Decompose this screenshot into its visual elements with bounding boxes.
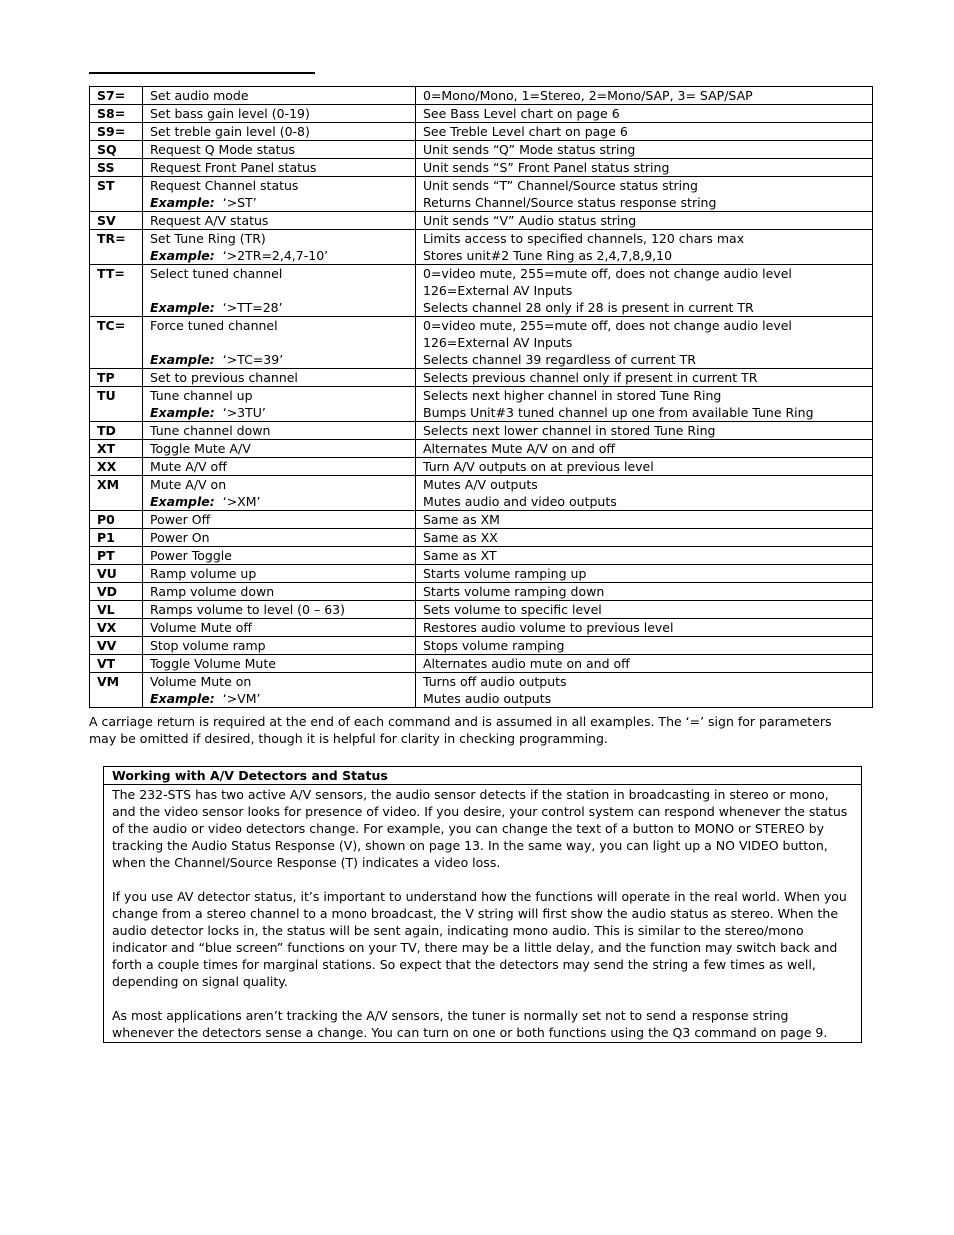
command-response: [416, 230, 873, 265]
response-line: Alternates audio mute on and off: [423, 656, 630, 671]
example-line: [150, 194, 408, 211]
command-description: [143, 230, 416, 265]
description-line: Volume Mute on: [150, 674, 252, 689]
response-line: Same as XT: [423, 548, 497, 563]
response-line: 0=video mute, 255=mute off, does not change audio level: [423, 318, 792, 333]
command-description: [143, 123, 416, 141]
description-line: Request Q Mode status: [150, 142, 296, 157]
description-line: Ramp volume down: [150, 584, 275, 599]
command-code: P1: [90, 529, 143, 547]
response-line: Alternates Mute A/V on and off: [423, 441, 616, 456]
command-code: TD: [90, 422, 143, 440]
response-line: 126=External AV Inputs: [423, 335, 573, 350]
command-code: VX: [90, 619, 143, 637]
av-detectors-paragraph: The 232-STS has two active A/V sensors, the audio sensor detects if the station in broadcasting in stereo or mono, and the video sensor looks for presence of video. If you desire, your control system can respond whenever the status of the audio or video detectors change. For example, you can change the text of a button to MONO or STEREO by tracking the Audio Status Response (V), shown on page 13. In the same way, you can light up a NO VIDEO button, when the Channel/Source Response (T) indicates a video loss.: [112, 787, 848, 870]
command-response: [416, 123, 873, 141]
command-row: [90, 583, 873, 601]
command-response: [416, 458, 873, 476]
command-description: [143, 265, 416, 317]
command-code: TT=: [90, 265, 143, 317]
response-line: Mutes audio and video outputs: [423, 494, 617, 509]
command-row: [90, 476, 873, 511]
description-line: Power Off: [150, 512, 211, 527]
command-response: [416, 422, 873, 440]
example-line: [150, 299, 408, 316]
example-value: ‘>2TR=2,4,7-10’: [222, 248, 329, 263]
command-row: [90, 440, 873, 458]
example-value: ‘>XM’: [222, 494, 261, 509]
command-response: [416, 265, 873, 317]
response-line: 126=External AV Inputs: [423, 283, 573, 298]
description-line: Request A/V status: [150, 213, 269, 228]
response-line: Same as XX: [423, 530, 498, 545]
response-line: 0=video mute, 255=mute off, does not change audio level: [423, 266, 792, 281]
av-detectors-body: [104, 785, 861, 1042]
command-code: VD: [90, 583, 143, 601]
command-description: [143, 87, 416, 105]
response-line: Selects channel 28 only if 28 is present in current TR: [423, 300, 754, 315]
command-description: [143, 369, 416, 387]
command-row: [90, 511, 873, 529]
description-line: Select tuned channel: [150, 266, 283, 281]
example-label: Example:: [150, 691, 215, 706]
command-response: [416, 369, 873, 387]
command-code: P0: [90, 511, 143, 529]
example-label: Example:: [150, 248, 215, 263]
command-description: [143, 601, 416, 619]
description-line: [150, 282, 408, 299]
response-line: Same as XM: [423, 512, 500, 527]
command-response: [416, 565, 873, 583]
command-response: [416, 212, 873, 230]
description-line: Request Channel status: [150, 178, 299, 193]
command-response: [416, 511, 873, 529]
command-description: [143, 387, 416, 422]
command-description: [143, 583, 416, 601]
example-value: ‘>ST’: [222, 195, 257, 210]
command-row: [90, 317, 873, 369]
response-line: Bumps Unit#3 tuned channel up one from available Tune Ring: [423, 405, 814, 420]
command-description: [143, 422, 416, 440]
response-line: Stores unit#2 Tune Ring as 2,4,7,8,9,10: [423, 248, 673, 263]
command-response: [416, 476, 873, 511]
example-line: [150, 493, 408, 510]
command-description: [143, 673, 416, 708]
command-description: [143, 159, 416, 177]
example-label: Example:: [150, 300, 215, 315]
command-code: SS: [90, 159, 143, 177]
response-line: Sets volume to specific level: [423, 602, 602, 617]
description-line: Set to previous channel: [150, 370, 298, 385]
example-label: Example:: [150, 405, 215, 420]
command-row: [90, 141, 873, 159]
description-line: [150, 334, 408, 351]
response-line: Selects next higher channel in stored Tune Ring: [423, 388, 722, 403]
description-line: Ramps volume to level (0 – 63): [150, 602, 345, 617]
command-code: XX: [90, 458, 143, 476]
command-row: [90, 265, 873, 317]
command-row: [90, 105, 873, 123]
command-response: [416, 655, 873, 673]
command-row: [90, 369, 873, 387]
description-line: Set audio mode: [150, 88, 249, 103]
command-code: PT: [90, 547, 143, 565]
command-description: [143, 619, 416, 637]
command-response: [416, 105, 873, 123]
command-code: SQ: [90, 141, 143, 159]
description-line: Toggle Mute A/V: [150, 441, 251, 456]
command-code: VL: [90, 601, 143, 619]
response-line: Mutes audio outputs: [423, 691, 552, 706]
command-row: [90, 655, 873, 673]
command-table: [89, 86, 873, 708]
command-row: [90, 529, 873, 547]
example-value: ‘>VM’: [222, 691, 261, 706]
command-description: [143, 177, 416, 212]
description-line: Tune channel down: [150, 423, 271, 438]
command-response: [416, 440, 873, 458]
description-line: Tune channel up: [150, 388, 253, 403]
command-description: [143, 511, 416, 529]
description-line: Toggle Volume Mute: [150, 656, 276, 671]
response-line: Starts volume ramping down: [423, 584, 605, 599]
response-line: Turn A/V outputs on at previous level: [423, 459, 654, 474]
command-row: [90, 673, 873, 708]
command-row: [90, 123, 873, 141]
response-line: Unit sends “Q” Mode status string: [423, 142, 636, 157]
response-line: See Bass Level chart on page 6: [423, 106, 620, 121]
description-line: Force tuned channel: [150, 318, 278, 333]
description-line: Set Tune Ring (TR): [150, 231, 266, 246]
command-description: [143, 212, 416, 230]
command-row: [90, 601, 873, 619]
command-response: [416, 601, 873, 619]
command-row: [90, 422, 873, 440]
command-row: [90, 547, 873, 565]
description-line: Stop volume ramp: [150, 638, 266, 653]
description-line: Power Toggle: [150, 548, 232, 563]
response-line: Stops volume ramping: [423, 638, 565, 653]
command-code: VV: [90, 637, 143, 655]
description-line: Ramp volume up: [150, 566, 257, 581]
response-line: Turns off audio outputs: [423, 674, 567, 689]
command-response: [416, 583, 873, 601]
command-response: [416, 159, 873, 177]
response-line: Returns Channel/Source status response string: [423, 195, 717, 210]
command-response: [416, 317, 873, 369]
command-code: XM: [90, 476, 143, 511]
command-row: [90, 387, 873, 422]
response-line: Unit sends “V” Audio status string: [423, 213, 637, 228]
command-code: VM: [90, 673, 143, 708]
command-row: [90, 619, 873, 637]
command-response: [416, 529, 873, 547]
command-description: [143, 565, 416, 583]
command-code: VU: [90, 565, 143, 583]
command-response: [416, 141, 873, 159]
command-row: [90, 159, 873, 177]
av-detectors-paragraph: If you use AV detector status, it’s important to understand how the functions will operate in the real world. When you change from a stereo channel to a mono broadcast, the V string will first show the audio status as stereo. When the audio detector locks in, the status will be sent again, indicating mono audio. This is similar to the stereo/mono indicator and “blue screen” functions on your TV, there may be a little delay, and the function may switch back and forth a couple times for marginal stations. So expect that the detectors may send the string a few times as well, depending on signal quality.: [112, 889, 847, 989]
command-row: [90, 565, 873, 583]
av-detectors-box: [103, 766, 862, 1043]
command-description: [143, 317, 416, 369]
response-line: Limits access to specified channels, 120 chars max: [423, 231, 745, 246]
example-line: [150, 247, 408, 264]
command-description: [143, 141, 416, 159]
command-response: [416, 673, 873, 708]
command-code: TC=: [90, 317, 143, 369]
response-line: Mutes A/V outputs: [423, 477, 538, 492]
response-line: Starts volume ramping up: [423, 566, 587, 581]
description-line: Power On: [150, 530, 210, 545]
example-label: Example:: [150, 352, 215, 367]
command-description: [143, 440, 416, 458]
example-value: ‘>TT=28’: [222, 300, 283, 315]
av-detectors-paragraph: As most applications aren’t tracking the A/V sensors, the tuner is normally set not to send a response string whenever the detectors sense a change. You can turn on one or both functions using the Q3 command on page 9.: [112, 1008, 828, 1040]
command-row: [90, 212, 873, 230]
command-description: [143, 529, 416, 547]
command-code: TP: [90, 369, 143, 387]
response-line: Unit sends “T” Channel/Source status string: [423, 178, 698, 193]
response-line: See Treble Level chart on page 6: [423, 124, 628, 139]
command-code: VT: [90, 655, 143, 673]
response-line: Selects next lower channel in stored Tune Ring: [423, 423, 716, 438]
command-description: [143, 105, 416, 123]
header-rule: [89, 72, 315, 74]
description-line: Set treble gain level (0-8): [150, 124, 310, 139]
command-row: [90, 87, 873, 105]
description-line: Mute A/V off: [150, 459, 227, 474]
command-row: [90, 458, 873, 476]
command-code: S9=: [90, 123, 143, 141]
command-response: [416, 547, 873, 565]
command-row: [90, 230, 873, 265]
command-code: S7=: [90, 87, 143, 105]
command-description: [143, 547, 416, 565]
description-line: Volume Mute off: [150, 620, 252, 635]
command-description: [143, 458, 416, 476]
response-line: Restores audio volume to previous level: [423, 620, 674, 635]
command-code: S8=: [90, 105, 143, 123]
example-value: ‘>3TU’: [222, 405, 266, 420]
command-code: ST: [90, 177, 143, 212]
command-response: [416, 177, 873, 212]
av-detectors-title: Working with A/V Detectors and Status: [104, 767, 861, 785]
description-line: Set bass gain level (0-19): [150, 106, 310, 121]
carriage-return-note: A carriage return is required at the end of each command and is assumed in all examples. The ‘=’ sign for parameters may be omitted if desired, though it is helpful for clarity in checking programming.: [89, 714, 832, 746]
command-row: [90, 637, 873, 655]
example-line: [150, 351, 408, 368]
command-response: [416, 87, 873, 105]
example-label: Example:: [150, 494, 215, 509]
example-line: [150, 690, 408, 707]
response-line: Selects previous channel only if present in current TR: [423, 370, 758, 385]
response-line: Selects channel 39 regardless of current TR: [423, 352, 696, 367]
command-description: [143, 476, 416, 511]
command-response: [416, 619, 873, 637]
description-line: Mute A/V on: [150, 477, 227, 492]
command-row: [90, 177, 873, 212]
command-code: TU: [90, 387, 143, 422]
command-table-body: [90, 87, 873, 708]
command-code: SV: [90, 212, 143, 230]
example-label: Example:: [150, 195, 215, 210]
response-line: 0=Mono/Mono, 1=Stereo, 2=Mono/SAP, 3= SAP/SAP: [423, 88, 753, 103]
command-response: [416, 387, 873, 422]
command-response: [416, 637, 873, 655]
command-description: [143, 655, 416, 673]
response-line: Unit sends “S” Front Panel status string: [423, 160, 670, 175]
example-value: ‘>TC=39’: [222, 352, 284, 367]
command-description: [143, 637, 416, 655]
command-code: XT: [90, 440, 143, 458]
description-line: Request Front Panel status: [150, 160, 317, 175]
command-code: TR=: [90, 230, 143, 265]
example-line: [150, 404, 408, 421]
